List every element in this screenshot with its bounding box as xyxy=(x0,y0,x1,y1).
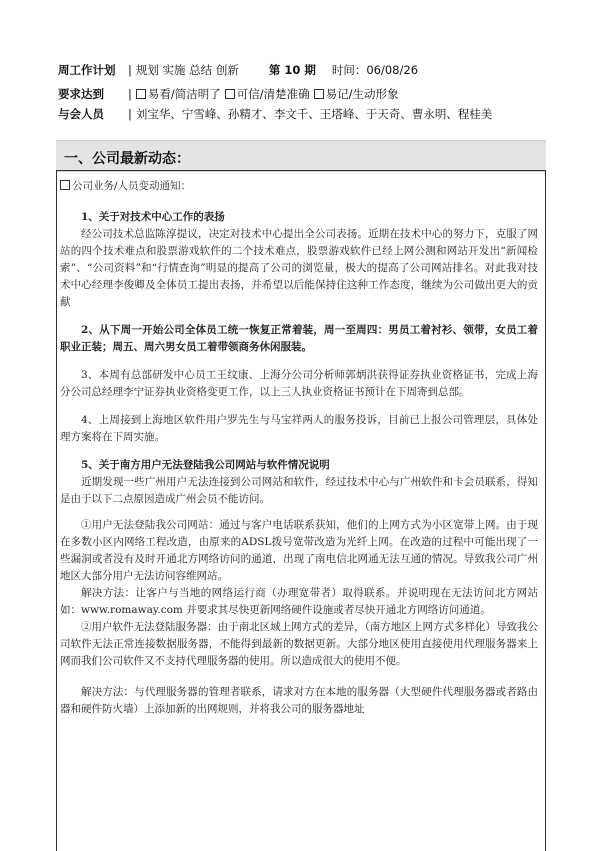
plan-label: 周工作计划 xyxy=(58,63,116,77)
item5-solution2: 解决方法：与代理服务器的管理者联系，请求对方在本地的服务器（大型硬件代理服务器或者路由器和硬件防火墙）上添加新的出网规则，并将我公司的服务器地址 xyxy=(60,686,538,715)
section-banner xyxy=(56,140,546,172)
attendees-list: 刘宝华、宁雪峰、孙精才、李文千、王塔峰、于天奇、曹永明、程桂美 xyxy=(135,107,493,121)
requirement-checkbox-3[interactable]: 易记/生动形象 xyxy=(314,86,399,102)
notice-line: 公司业务/人员变动通知： xyxy=(60,178,538,195)
date-value: 06/08/26 xyxy=(366,63,419,77)
item4-text: 4、上周接到上海地区软件用户罗先生与马宝祥两人的服务投诉，目前已上报公司管理层，具体处理方案将在下周实施。 xyxy=(60,414,538,443)
checkbox-icon xyxy=(60,180,70,190)
item5-point1: ①用户无法登陆我公司网站：通过与客户电话联系获知，他们的上网方式为小区宽带上网。由于现在多数小区内网络工程改造，由原来的ADSL拨号宽带改造为光纤上网。在改造的过程中可能出现了一些漏洞或者没有及时开通北方网络访问的通道，出现了南电信北网通无法互通的情况。导致我公司广州地区大部分用户无法访问容维网站。 xyxy=(60,519,538,582)
checkbox-icon xyxy=(314,89,324,99)
header-row-plan: 周工作计划 | 规划 实施 总结 创新 第 10 期 时间：06/08/26 xyxy=(58,63,419,77)
attendees-label: 与会人员 xyxy=(58,107,104,121)
item2-text: 2、从下周一开始公司全体员工统一恢复正常着装，周一至周四：男员工着衬衫、领带，女员工着职业正装；周五、周六男女员工着带领商务休闲服装。 xyxy=(60,324,538,353)
requirement-checkbox-2[interactable]: 可信/清楚准确 xyxy=(225,86,310,102)
header-row-attendees: 与会人员 | 刘宝华、宁雪峰、孙精才、李文千、王塔峰、于天奇、曹永明、程桂美 xyxy=(58,107,493,121)
requirement-checkbox-1[interactable]: 易看/简洁明了 xyxy=(136,86,221,102)
item1-body: 经公司技术总监陈淳提议，决定对技术中心提出全公司表扬。近期在技术中心的努力下，克服了网站的四个技术难点和股票游戏软件的二个技术难点，股票游戏软件已经上网公测和网站开发出“新闻检索”、“公司资料”和“行情查询”明显的提高了公司的浏览量，极大的提高了公司网站排名。对此我对技术中心经理李俊卿及全体员工提出表扬，并希望以后能保持住这种工作态度，继续为公司做出更大的贡献 xyxy=(60,228,538,308)
content-body xyxy=(60,178,538,718)
checkbox-icon xyxy=(136,89,146,99)
issue-number: 第 10 期 xyxy=(268,63,316,77)
header-row-requirements: 要求达到 | 易看/简洁明了 可信/清楚准确 易记/生动形象 xyxy=(58,87,399,101)
plan-motto: 规划 实施 总结 创新 xyxy=(135,63,239,77)
item5-solution1: 解决方法：让客户与当地的网络运行商（办理宽带者）取得联系。并说明现在无法访问北方网站如：www.romaway.com 并要求其尽快更新网络硬件设施或者尽快开通北方网络访问通道。 xyxy=(60,587,538,616)
requirements-label: 要求达到 xyxy=(58,87,104,101)
checkbox-icon xyxy=(225,89,235,99)
section-title: 一、公司最新动态： xyxy=(64,151,190,167)
item5-intro: 近期发现一些广州用户无法连接到公司网站和软件，经过技术中心与广州软件和卡会员联系，得知是由于以下二点原因造成广州会员不能访问。 xyxy=(60,476,538,505)
item3-text: 3、本周有总部研发中心员工王纹康、上海分公司分析师郭炳洪获得证券执业资格证书，完成上海分公司总经理李宁证券执业资格变更工作，以上三人执业资格证书预计在下周寄到总部。 xyxy=(60,369,538,398)
date-label: 时间： xyxy=(331,63,367,77)
item5-title: 5、关于南方用户无法登陆我公司网站与软件情况说明 xyxy=(81,459,330,471)
item5-point2: ②用户软件无法登陆服务器：由于南北区域上网方式的差异，（南方地区上网方式多样化）导致我公司软件无法正常连接数据服务器，不能得到最新的数据更新。大部分地区使用直接使用代理服务器来上网而我们公司软件又不支持代理服务器的使用。所以造成很大的使用不便。 xyxy=(60,621,538,667)
item1-title: 1、关于对技术中心工作的表扬 xyxy=(81,211,225,223)
